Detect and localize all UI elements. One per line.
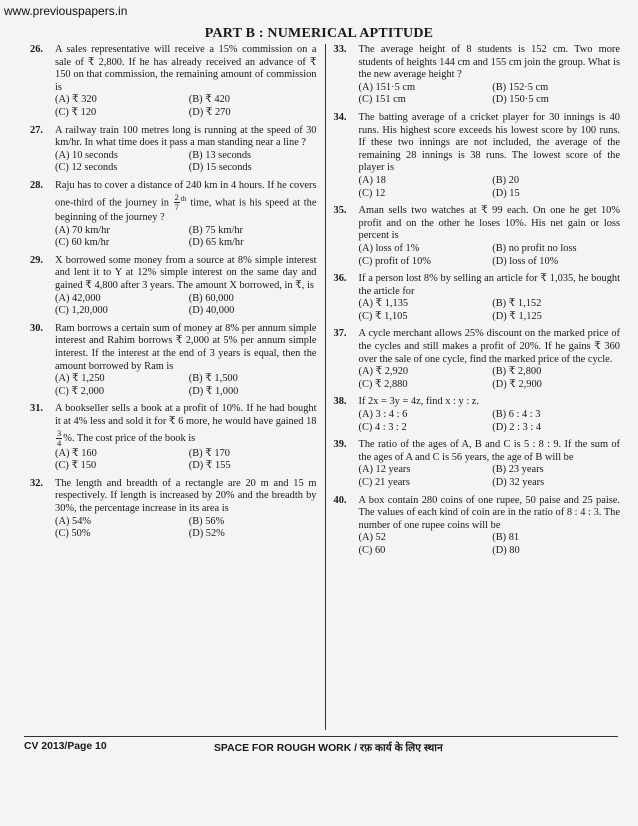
- options: [359, 464, 621, 489]
- option-c: (C) 60 km/hr: [55, 237, 110, 249]
- question-number: 40.: [333, 494, 347, 506]
- option-c: (C) 50%: [55, 528, 91, 540]
- option-a: (A) ₹ 1,135: [358, 298, 409, 310]
- option-b: (B) 20: [492, 174, 520, 186]
- mixed-number-whole: 18: [306, 416, 317, 428]
- fraction: [174, 193, 180, 212]
- option-d: (D) ₹ 1,000: [188, 385, 239, 397]
- option-a: (A) loss of 1%: [358, 242, 420, 254]
- question-text: If a person lost 8% by selling an article for ₹ 1,035, he bought the article for: [358, 273, 620, 297]
- options: [55, 94, 317, 119]
- question-text: The batting average of a cricket player for 30 innings is 40 runs. His highest score exceeds his lowest score by 100 runs. If these two innings are not included, the average of the remaining 28 innings is 38 runs. The lowest score of the player is: [358, 111, 620, 174]
- option-b: (B) ₹ 2,800: [492, 366, 542, 378]
- option-b: (B) 13 seconds: [188, 149, 252, 161]
- option-b: (B) ₹ 170: [188, 447, 230, 459]
- options: [359, 366, 621, 391]
- option-c: (C) 4 : 3 : 2: [358, 421, 407, 433]
- option-b: (B) 6 : 4 : 3: [492, 409, 541, 421]
- options: [359, 243, 621, 268]
- question-number: 33.: [333, 44, 347, 55]
- question-39: [334, 439, 621, 489]
- question-38: [334, 396, 621, 434]
- option-d: (D) ₹ 1,125: [492, 310, 542, 322]
- option-b: (B) 23 years: [492, 464, 544, 476]
- question-text-part: Raju has to cover a distance of 240 km in 4 hours. If he covers one-third of the journey in: [55, 179, 317, 208]
- option-a: (A) 54%: [55, 515, 92, 527]
- left-column: [30, 44, 325, 730]
- option-c: (C) 12: [358, 187, 386, 199]
- option-a: (A) 151·5 cm: [358, 81, 416, 93]
- option-b: (B) 75 km/hr: [188, 224, 244, 236]
- fraction-numerator: 3: [57, 427, 62, 438]
- option-b: (B) 152·5 cm: [492, 81, 549, 93]
- option-a: (A) ₹ 1,250: [55, 373, 105, 385]
- option-b: (B) ₹ 1,152: [492, 298, 542, 310]
- option-c: (C) ₹ 1,105: [358, 310, 408, 322]
- right-column: [325, 44, 621, 730]
- question-text: A box contain 280 coins of one rupee, 50 paise and 25 paise. The values of each kind of coin are in the ratio of 8 : 4 : 3. The number of one rupee coins will be: [358, 494, 620, 531]
- question-text: The ratio of the ages of A, B and C is 5 : 8 : 9. If the sum of the ages of A and C is 56 years, the age of B will be: [358, 439, 620, 463]
- question-34: [334, 112, 621, 200]
- options: [359, 82, 621, 107]
- option-a: (A) ₹ 320: [55, 94, 97, 106]
- option-a: (A) 12 years: [358, 464, 411, 476]
- options: [359, 532, 621, 557]
- question-text: A cycle merchant allows 25% discount on the marked price of the cycles and still makes a profit of 20%. If he gains ₹ 360 over the sale of one cycle, find the marked price of the cycle.: [358, 328, 620, 365]
- question-number: 36.: [333, 273, 347, 285]
- question-29: [30, 255, 317, 318]
- fraction-denominator: 7: [174, 202, 179, 213]
- option-d: (D) ₹ 270: [188, 106, 231, 118]
- question-number: 37.: [333, 328, 347, 340]
- options: [55, 150, 317, 175]
- options: [55, 293, 317, 318]
- question-text-part: A bookseller sells a book at a profit of 10%. If he had bought it at 4% less and sold it for ₹ 6 more, he would have gained: [55, 403, 317, 428]
- options: [55, 516, 317, 541]
- question-text-part: %. The cost price of the book is: [63, 432, 196, 444]
- question-number: 29.: [30, 254, 43, 266]
- option-a: (A) 3 : 4 : 6: [358, 409, 408, 421]
- option-c: (C) ₹ 120: [55, 106, 97, 118]
- option-d: (D) 80: [492, 544, 520, 556]
- option-d: (D) 15: [492, 187, 520, 199]
- option-c: (C) 151 cm: [358, 94, 406, 106]
- question-text: [55, 180, 317, 225]
- options: [359, 298, 621, 323]
- part-title: PART B : NUMERICAL APTITUDE: [204, 26, 434, 41]
- question-number: 35.: [333, 205, 347, 217]
- option-d: (D) 32 years: [492, 477, 545, 488]
- option-c: (C) ₹ 2,000: [55, 385, 105, 397]
- question-36: [334, 273, 621, 323]
- question-26: [30, 44, 317, 120]
- option-d: (D) 15 seconds: [188, 162, 252, 174]
- option-d: (D) 150·5 cm: [492, 94, 549, 106]
- option-d: (D) 40,000: [188, 305, 235, 317]
- option-b: (B) 60,000: [188, 292, 234, 304]
- question-number: 38.: [333, 396, 347, 408]
- question-text: X borrowed some money from a source at 8% simple interest and lent it to Y at 12% simple interest on the same day and gained ₹ 4,800 after 3 years. The amount X borrowed, in ₹, is: [55, 254, 317, 292]
- options: [359, 409, 621, 434]
- question-33: [334, 44, 621, 107]
- option-a: (A) ₹ 2,920: [358, 366, 409, 378]
- option-b: (B) 56%: [188, 515, 225, 527]
- question-number: 27.: [30, 124, 43, 136]
- question-number: 30.: [30, 322, 43, 334]
- option-a: (A) 70 km/hr: [55, 224, 110, 236]
- option-c: (C) 1,20,000: [55, 305, 108, 317]
- question-number: 32.: [30, 477, 43, 489]
- option-c: (C) 21 years: [358, 477, 410, 488]
- question-text: The length and breadth of a rectangle are 20 m and 15 m respectively. If length is increased by 20% and the breadth by 30%, the percentage increase in its area is: [55, 477, 317, 514]
- option-c: (C) profit of 10%: [358, 255, 431, 267]
- option-a: (A) 42,000: [55, 292, 101, 304]
- question-number: 26.: [30, 44, 43, 55]
- option-d: (D) 65 km/hr: [188, 237, 244, 249]
- option-b: (B) 81: [492, 532, 520, 544]
- question-40: [334, 495, 621, 558]
- watermark-url: www.previouspapers.in: [4, 4, 128, 18]
- question-text: Ram borrows a certain sum of money at 8% per annum simple interest and Rahim borrows ₹ 2,000 at 5% per annum simple interest. If the interest at the end of 3 years is equal, then the amount borrowed by Ram is: [55, 322, 317, 372]
- ordinal-suffix: th: [180, 193, 187, 203]
- fraction-denominator: 4: [57, 437, 62, 448]
- question-text-part: time, what is his speed at the beginning of the journey ?: [55, 197, 317, 224]
- option-b: (B) no profit no loss: [492, 242, 577, 254]
- question-columns: [30, 44, 620, 730]
- option-b: (B) ₹ 420: [188, 94, 230, 106]
- question-32: [30, 478, 317, 541]
- question-37: [334, 328, 621, 391]
- question-28: [30, 180, 317, 250]
- option-d: (D) 52%: [188, 528, 225, 540]
- option-d: (D) ₹ 155: [188, 460, 231, 472]
- option-a: (A) ₹ 160: [55, 447, 97, 459]
- question-31: [30, 403, 317, 472]
- option-a: (A) 10 seconds: [55, 149, 118, 161]
- question-text: If 2x = 3y = 4z, find x : y : z.: [358, 396, 480, 408]
- question-number: 31.: [30, 403, 43, 415]
- options: [359, 175, 621, 200]
- option-b: (B) ₹ 1,500: [188, 373, 238, 385]
- fraction-numerator: 2: [174, 192, 179, 203]
- option-c: (C) ₹ 2,880: [358, 378, 408, 390]
- options: [55, 373, 317, 398]
- page-footer: [24, 736, 618, 755]
- option-a: (A) 18: [358, 174, 386, 186]
- question-text: [55, 403, 317, 447]
- options: [55, 225, 317, 250]
- fraction: [56, 429, 62, 448]
- option-d: (D) loss of 10%: [492, 255, 559, 267]
- question-text: The average height of 8 students is 152 cm. Two more students of heights 144 cm and 155 cm join the group. What is the new average height ?: [358, 44, 620, 81]
- option-d: (D) 2 : 3 : 4: [492, 421, 542, 433]
- question-number: 34.: [333, 111, 347, 123]
- option-c: (C) ₹ 150: [55, 460, 97, 472]
- option-c: (C) 12 seconds: [55, 162, 118, 174]
- option-a: (A) 52: [358, 532, 386, 544]
- page-label: CV 2013/Page 10: [24, 741, 107, 752]
- question-number: 39.: [333, 439, 347, 451]
- question-text: A railway train 100 metres long is running at the speed of 30 km/hr. In what time does it pass a man standing near a line ?: [55, 124, 317, 149]
- question-27: [30, 125, 317, 175]
- question-35: [334, 205, 621, 268]
- rough-work-label: SPACE FOR ROUGH WORK / रफ़ कार्य के लिए स्थान: [214, 743, 443, 754]
- options: [55, 448, 317, 473]
- option-d: (D) ₹ 2,900: [492, 378, 542, 390]
- question-number: 28.: [30, 179, 43, 191]
- option-c: (C) 60: [358, 544, 386, 556]
- question-30: [30, 323, 317, 399]
- question-text: Aman sells two watches at ₹ 99 each. On one he get 10% profit and on the other he loses 10%. His net gain or loss percent is: [358, 205, 620, 242]
- question-text: A sales representative will receive a 15% commission on a sale of ₹ 2,800. If he has already received an advance of ₹ 150 on that commission, the remaining amount of commission is: [55, 44, 317, 93]
